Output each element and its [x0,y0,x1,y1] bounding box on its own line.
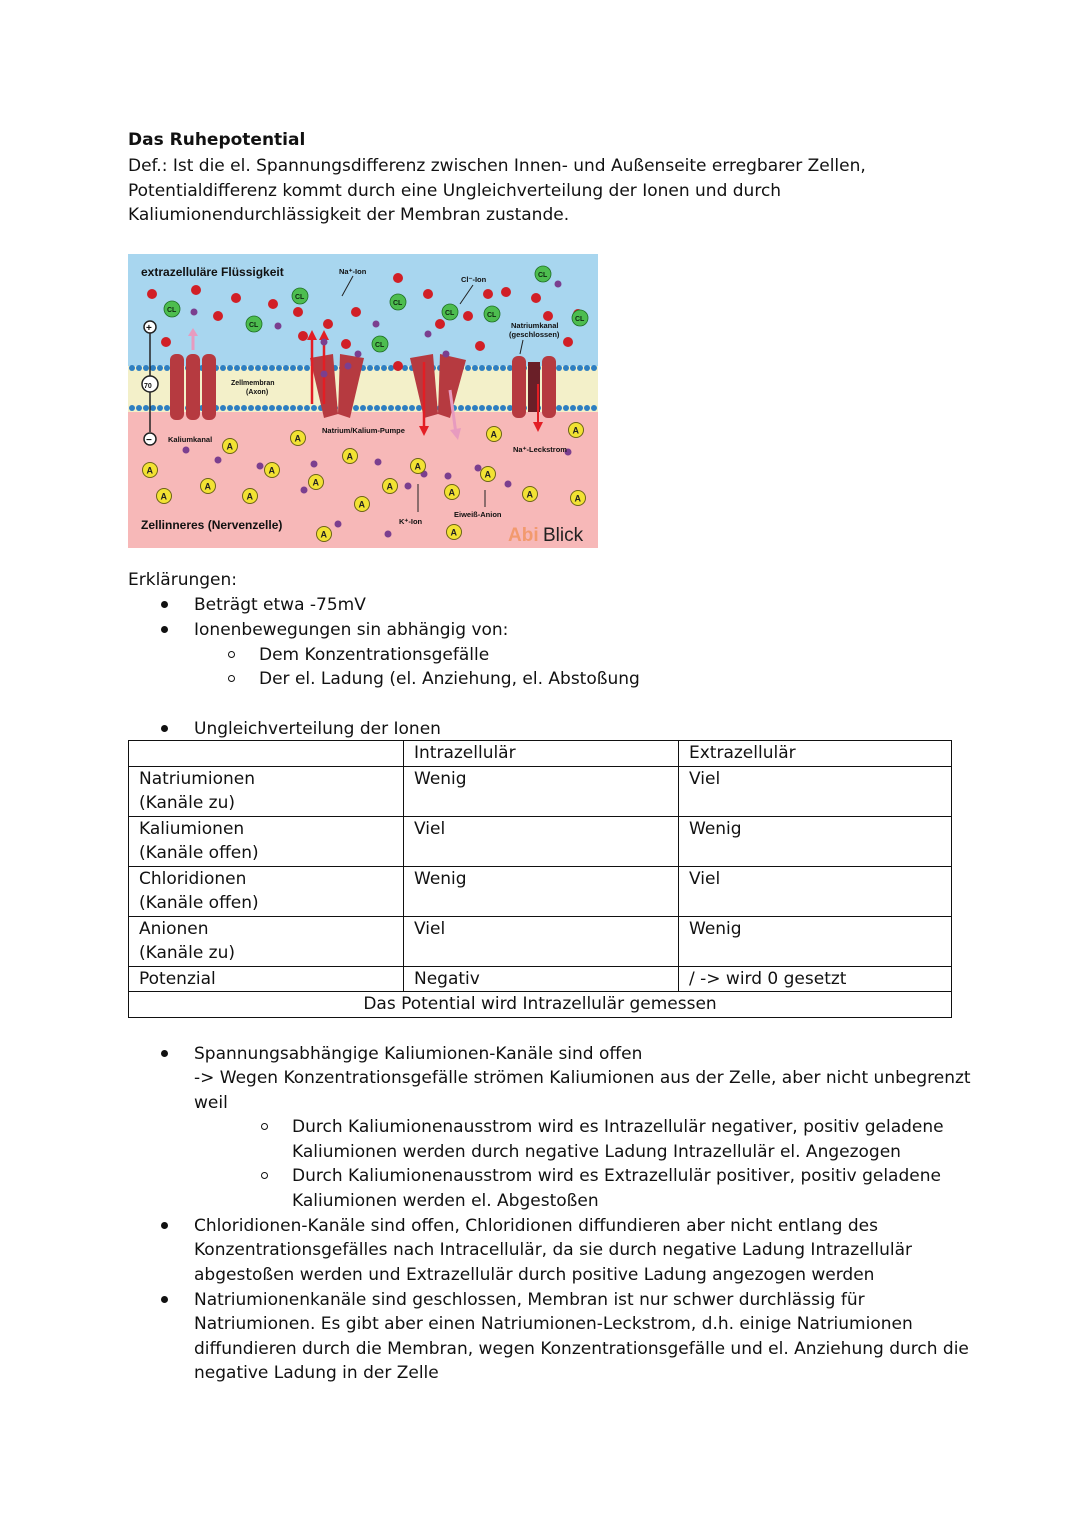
svg-text:A: A [572,425,579,436]
definition-text: Def.: Ist die el. Spannungsdifferenz zwischen Innen- und Außenseite erregbarer Zellen, Potentialdifferenz kommt durch eine Ungleichverteilung der Ionen und durch Kaliumionendurchlässigkeit der Membran zustande. [128,156,866,225]
bullet-resting-value: Beträgt etwa -75mV [194,595,366,615]
svg-text:A: A [294,433,301,444]
svg-text:A: A [386,481,393,492]
bullet-marker [161,1222,168,1229]
bullet-chloride-l1: Chloridionen-Kanäle sind offen, Chloridionen diffundieren aber nicht entlang des [194,1216,878,1236]
bullet-sodium-l4: negative Ladung in der Zelle [194,1363,439,1383]
table-cell-intra: Viel [404,916,679,966]
table-row-label: Chloridionen (Kanäle offen) [129,866,404,916]
pump-label: Natrium/Kalium-Pumpe [322,426,405,435]
svg-text:A: A [358,499,365,510]
table-cell-extra: Wenig [679,816,952,866]
svg-text:CL: CL [445,310,455,317]
bullet-chloride-l2: Konzentrationsgefälles nach Intracellulär, da sie durch negative Ladung Intrazellulär [194,1240,913,1260]
table-header-intra: Intrazellulär [404,741,679,767]
svg-text:A: A [320,529,327,540]
bullet-marker [161,1050,168,1057]
na-channel-state: (geschlossen) [509,330,560,339]
membrane-label: Zellmembran [231,380,275,387]
bullet-ion-movement: Ionenbewegungen sin abhängig von: [194,620,509,640]
svg-text:CL: CL [538,272,548,279]
bullet-sodium-l1: Natriumionenkanäle sind geschlossen, Membran ist nur schwer durchlässig für [194,1290,865,1310]
table-header-extra: Extrazellulär [679,741,952,767]
table-footer-note: Das Potential wird Intrazellulär gemessen [129,992,952,1018]
membrane-sub-label: (Axon) [246,389,269,396]
extracellular-label: extrazelluläre Flüssigkeit [141,265,284,279]
table-potential-extra: / -> wird 0 gesetzt [679,966,952,992]
sub-bullet-marker [261,1172,268,1179]
brand-abi: Abi [508,525,539,546]
svg-text:CL: CL [167,307,177,314]
page-title: Das Ruhepotential [128,130,306,150]
table-cell-extra: Viel [679,766,952,816]
svg-text:A: A [204,481,211,492]
svg-text:A: A [312,477,319,488]
bullet-marker [161,626,168,633]
svg-text:CL: CL [575,316,585,323]
plus-sign: + [146,323,152,334]
table-cell-intra: Wenig [404,866,679,916]
table-cell-extra: Wenig [679,916,952,966]
svg-text:CL: CL [375,342,385,349]
table-potential-intra: Negativ [404,966,679,992]
table-cell-intra: Wenig [404,766,679,816]
brand-blick: Blick [543,525,584,546]
explanations-heading: Erklärungen: [128,570,238,590]
k-channel-label: Kaliumkanal [168,435,213,444]
sub-bullet-extra-positive: Durch Kaliumionenausstrom wird es Extrazellulär positiver, positiv geladene [292,1166,941,1186]
svg-text:A: A [450,527,457,538]
svg-text:A: A [226,441,233,452]
bullet-chloride-l3: abgestoßen werden und Extrazellulär durch positive Ladung angezogen werden [194,1265,875,1285]
svg-text:A: A [490,429,497,440]
bullet-sodium-l3: diffundieren durch die Membran, wegen Konzentrationsgefälle und el. Anziehung durch die [194,1339,969,1359]
table-row-label: Kaliumionen (Kanäle offen) [129,816,404,866]
bullet-marker [161,1296,168,1303]
sub-bullet-intra-negative-cont: Kaliumionen werden durch negative Ladung Intrazellulär el. Angezogen [292,1142,901,1162]
cl-ion-label: Cl⁻-Ion [461,275,487,284]
sub-bullet-concentration: Dem Konzentrationsgefälle [259,645,490,665]
svg-text:A: A [146,465,153,476]
svg-text:A: A [414,461,421,472]
resting-potential-diagram [128,254,598,548]
table-row-label: Natriumionen (Kanäle zu) [129,766,404,816]
table-header-cell [129,741,404,767]
bullet-table-heading: Ungleichverteilung der Ionen [194,719,441,739]
svg-text:A: A [574,493,581,504]
table-cell-intra: Viel [404,816,679,866]
protein-anion-label: Eiweiß-Anion [454,510,502,519]
table-row [129,766,952,816]
bullet-potassium-outflow: -> Wegen Konzentrationsgefälle strömen Kaliumionen aus der Zelle, aber nicht unbegrenzt [194,1068,971,1088]
bullet-marker [161,725,168,732]
table-row [129,916,952,966]
k-ion-label: K⁺-Ion [399,517,423,526]
svg-text:CL: CL [487,312,497,319]
sub-bullet-intra-negative: Durch Kaliumionenausstrom wird es Intrazellulär negativer, positiv geladene [292,1117,944,1137]
svg-text:CL: CL [295,294,305,301]
svg-text:A: A [268,465,275,476]
svg-text:A: A [160,491,167,502]
table-footer-row [129,992,952,1018]
leak-label: Na⁺-Leckstrom [513,445,567,454]
table-row [129,866,952,916]
bullet-marker [161,601,168,608]
table-cell-extra: Viel [679,866,952,916]
table-row-label: Anionen (Kanäle zu) [129,916,404,966]
svg-text:A: A [346,451,353,462]
svg-text:A: A [246,491,253,502]
sub-bullet-marker [261,1123,268,1130]
intracellular-label: Zellinneres (Nervenzelle) [141,518,283,532]
svg-text:CL: CL [393,300,403,307]
bullet-sodium-l2: Natriumionen. Es gibt aber einen Natriumionen-Leckstrom, d.h. einige Natriumionen [194,1314,913,1334]
sub-bullet-extra-positive-cont: Kaliumionen werden el. Abgestoßen [292,1191,599,1211]
table-potential-label: Potenzial [129,966,404,992]
svg-text:A: A [484,469,491,480]
table-header-row [129,741,952,767]
voltage-value: 70 [144,383,152,390]
svg-text:A: A [526,489,533,500]
minus-sign: − [146,435,152,446]
sub-bullet-marker [228,675,235,682]
svg-text:CL: CL [249,322,259,329]
ion-distribution-table [128,740,952,1018]
na-channel-label: Natriumkanal [511,321,559,330]
na-ion-label: Na⁺-Ion [339,267,367,276]
table-row-potential [129,966,952,992]
bullet-potassium-because: weil [194,1093,228,1113]
bullet-potassium-channels: Spannungsabhängige Kaliumionen-Kanäle sind offen [194,1044,643,1064]
table-row [129,816,952,866]
svg-text:A: A [448,487,455,498]
sub-bullet-marker [228,651,235,658]
sub-bullet-charge: Der el. Ladung (el. Anziehung, el. Abstoßung [259,669,640,689]
